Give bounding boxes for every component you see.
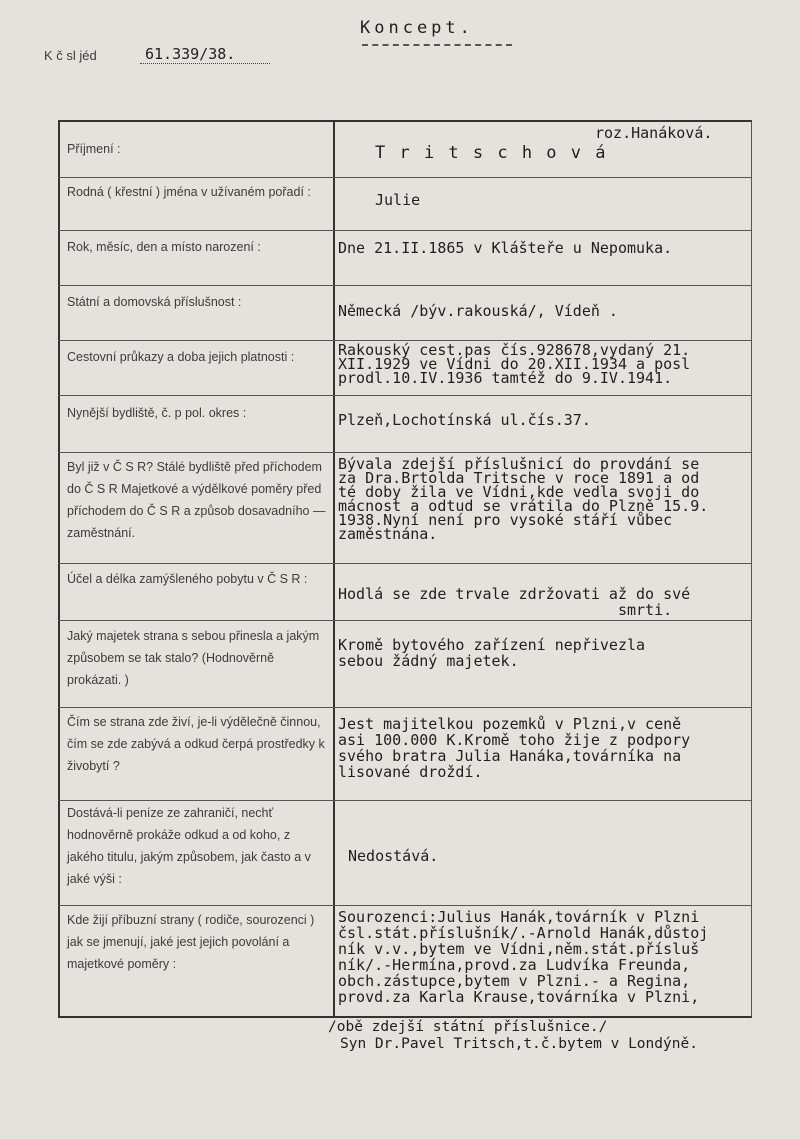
reference-dotted-line	[140, 63, 270, 64]
label-given-names: Rodná ( křestní ) jména v užívaném pořadí :	[67, 185, 311, 199]
label-birth: Rok, měsíc, den a místo narození :	[67, 240, 261, 254]
row-separator	[58, 177, 752, 178]
document-title: Koncept.	[360, 18, 474, 38]
answer-passports: Rakouský cest.pas čís.928678,vydaný 21. XII.1929 ve Vídni do 20.XII.1934 a posl prodl.10.IV.1936 tamtéž do 9.IV.1941.	[338, 341, 691, 387]
column-divider	[333, 120, 335, 1018]
answer-residence: Plzeň,Lochotínská ul.čís.37.	[338, 411, 591, 429]
row-separator	[58, 620, 752, 621]
answer-maiden-name: roz.Hanáková.	[595, 124, 713, 142]
row-separator	[58, 707, 752, 708]
row-separator	[58, 285, 752, 286]
label-surname: Příjmení :	[67, 142, 121, 156]
label-citizenship: Státní a domovská příslušnost :	[67, 295, 242, 309]
label-residence: Nynější bydliště, č. p pol. okres :	[67, 406, 247, 420]
label-income: Čím se strana zde živí, je-li výdělečně činnou, čím se zde zabývá a odkud čerpá prostředky k živobytí ?	[67, 715, 325, 773]
reference-number: 61.339/38.	[145, 45, 236, 63]
answer-foreign-money: Nedostává.	[348, 847, 439, 865]
answer-purpose: Hodlá se zde trvale zdržovati až do své smrti.	[338, 585, 691, 619]
label-passports: Cestovní průkazy a doba jejich platnosti :	[67, 350, 295, 364]
label-purpose: Účel a délka zamýšleného pobytu v Č S R :	[67, 572, 308, 586]
footer-line-2: Syn Dr.Pavel Tritsch,t.č.bytem v Londýně.	[340, 1036, 698, 1052]
label-property: Jaký majetek strana s sebou přinesla a jakým způsobem se tak stalo? (Hodnověrně prokázati. )	[67, 629, 320, 687]
answer-history: Bývala zdejší příslušnicí do provdání se za Dra.Brtolda Tritsche v roce 1891 a od té doby žila ve Vídni,kde vedla svoji do mácnost a odtud se vrátila do Plzně 15.9. 1938.Nyní není pro vysoké stáří vůbec zaměstnána.	[338, 455, 709, 543]
row-separator	[58, 230, 752, 231]
answer-property: Kromě bytového zařízení nepřivezla sebou žádný majetek.	[338, 636, 646, 670]
row-separator	[58, 395, 752, 396]
reference-label: K č sl jéd	[44, 48, 97, 63]
label-history: Byl již v Č S R? Stálé bydliště před příchodem do Č S R Majetkové a výdělkové poměry před příchodem do Č S R a způsob dosavadního — zaměstnání.	[67, 460, 326, 540]
label-relatives: Kde žijí příbuzní strany ( rodiče, sourozenci ) jak se jmenují, jaké jest jejich povolání a majetkové poměry :	[67, 913, 315, 971]
footer-line-1: /obě zdejší státní příslušnice./	[328, 1019, 608, 1035]
answer-relatives: Sourozenci:Julius Hanák,továrník v Plzni čsl.stát.příslušník/.-Arnold Hanák,důstoj ník v.v.,bytem ve Vídni,něm.stát.přísluš ník/.-Hermína,provd.za Ludvíka Freunda, obch.zástupce,bytem v Plzni.- a Regina, provd.za Karla Krause,továrníka v Plzni,	[338, 908, 709, 1006]
answer-surname: T r i t s c h o v á	[375, 143, 608, 163]
row-separator	[58, 905, 752, 906]
row-separator	[58, 800, 752, 801]
answer-income: Jest majitelkou pozemků v Plzni,v ceně asi 100.000 K.Kromě toho žije z podpory svého bratra Julia Hanáka,továrníka na lisované droždí.	[338, 715, 691, 781]
row-separator	[58, 563, 752, 564]
title-underline	[362, 44, 512, 46]
answer-citizenship: Německá /býv.rakouská/, Vídeň .	[338, 302, 618, 320]
answer-given-names: Julie	[375, 191, 421, 209]
row-separator	[58, 452, 752, 453]
answer-birth: Dne 21.II.1865 v Klášteře u Nepomuka.	[338, 239, 673, 257]
label-foreign-money: Dostává-li peníze ze zahraničí, nechť hodnověrně prokáže odkud a od koho, z jakého titulu, jakým způsobem, jak často a v jaké výši :	[67, 806, 311, 886]
